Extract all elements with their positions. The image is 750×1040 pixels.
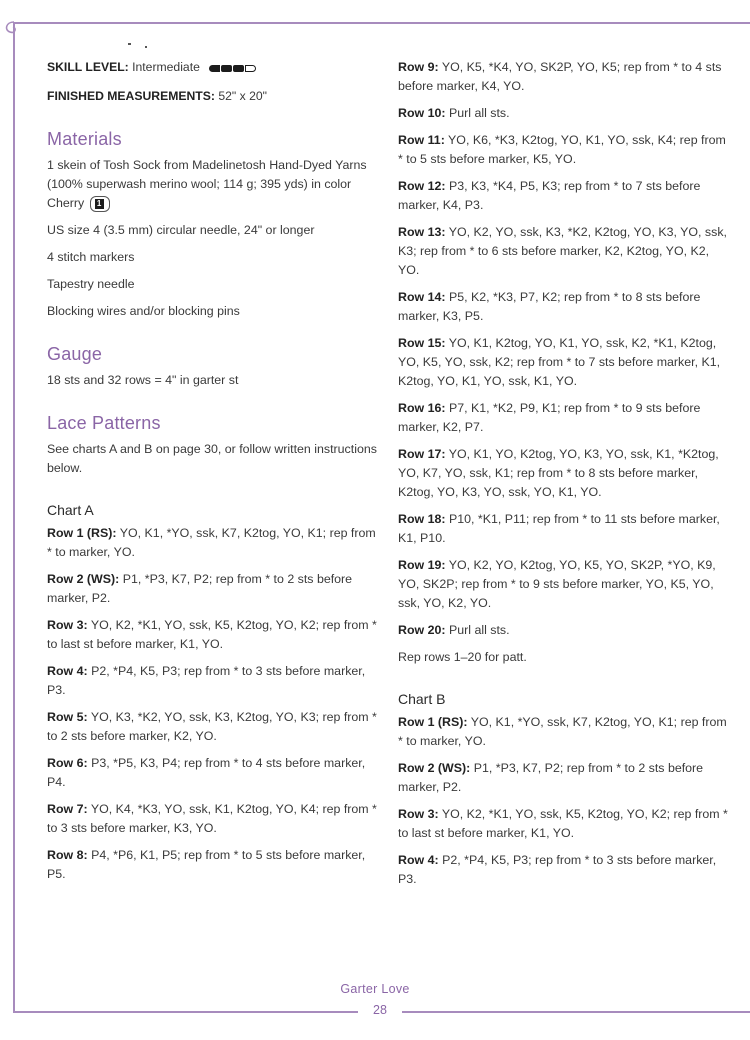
yarn-weight-icon: 1: [90, 196, 110, 212]
level-empty-icon: [245, 65, 256, 72]
skill-level-indicator: [203, 58, 256, 77]
page-number: 28: [373, 1003, 387, 1017]
chart-a-row: Row 6: P3, *P5, K3, P4; rep from * to 4 sts before marker, P4.: [47, 756, 366, 790]
chart-a-row: Row 15: YO, K1, K2tog, YO, K1, YO, ssk, K2, *K1, K2tog, YO, K5, YO, ssk, K2; rep from * to 7 sts before marker, K1, K2tog, YO, K1, YO, ssk, K1, YO.: [398, 336, 721, 388]
materials-item: US size 4 (3.5 mm) circular needle, 24" or longer: [47, 223, 315, 238]
page-frame-left: [13, 22, 15, 1012]
chart-a-row: Row 2 (WS): P1, *P3, K7, P2; rep from * to 2 sts before marker, P2.: [47, 572, 353, 606]
chart-a-row: Row 10: Purl all sts.: [398, 106, 510, 120]
chart-a-row: Row 13: YO, K2, YO, ssk, K3, *K2, K2tog, YO, K3, YO, ssk, K3; rep from * to 6 sts before marker, K2, K2tog, YO, K2, YO.: [398, 225, 727, 277]
chart-b-row: Row 2 (WS): P1, *P3, K7, P2; rep from * to 2 sts before marker, P2.: [398, 761, 704, 794]
level-filled-icon: [209, 65, 220, 72]
level-filled-icon: [233, 65, 244, 72]
chart-a-row: Row 17: YO, K1, YO, K2tog, YO, K3, YO, ssk, K1, *K2tog, YO, K7, YO, ssk, K1; rep from * to 8 sts before marker, K2tog, YO, K3, YO, ssk, YO, K1, YO.: [398, 447, 719, 499]
materials-item: 1 skein of Tosh Sock from Madelinetosh Hand-Dyed Yarns (100% superwash merino wool; 114 g; 395 yds) in color Cherry 1: [47, 158, 367, 211]
footer-title: Garter Love: [340, 982, 410, 996]
footer-rule-right: [402, 1011, 750, 1013]
gauge-heading: Gauge: [47, 344, 103, 365]
level-filled-icon: [221, 65, 232, 72]
gauge-text: 18 sts and 32 rows = 4" in garter st: [47, 373, 239, 388]
skill-level: SKILL LEVEL: Intermediate: [47, 58, 377, 77]
chart-a-row: Row 11: YO, K6, *K3, K2tog, YO, K1, YO, ssk, K4; rep from * to 5 sts before marker, K5, YO.: [398, 133, 726, 166]
chart-a-row: Row 4: P2, *P4, K5, P3; rep from * to 3 sts before marker, P3.: [47, 664, 366, 698]
materials-heading: Materials: [47, 129, 122, 150]
chart-b-heading: Chart B: [398, 691, 446, 707]
chart-a-row: Row 16: P7, K1, *K2, P9, K1; rep from * to 9 sts before marker, K2, P7.: [398, 401, 701, 434]
left-column: [47, 58, 377, 892]
chart-a-row: Row 7: YO, K4, *K3, YO, ssk, K1, K2tog, YO, K4; rep from * to 3 sts before marker, K3, YO.: [47, 802, 377, 836]
chart-a-row: Row 5: YO, K3, *K2, YO, ssk, K3, K2tog, YO, K3; rep from * to 2 sts before marker, K2, YO.: [47, 710, 377, 744]
lace-patterns-heading: Lace Patterns: [47, 413, 161, 434]
chart-a-row: Row 12: P3, K3, *K4, P5, K3; rep from * to 7 sts before marker, K4, P3.: [398, 179, 701, 212]
chart-a-row: Row 19: YO, K2, YO, K2tog, YO, K5, YO, SK2P, *YO, K9, YO, SK2P; rep from * to 9 sts before marker, YO, K5, YO, ssk, YO, K2, YO.: [398, 558, 716, 610]
finished-measurements: FINISHED MEASUREMENTS: 52" x 20": [47, 89, 267, 104]
chart-b-row: Row 4: P2, *P4, K5, P3; rep from * to 3 sts before marker, P3.: [398, 853, 717, 886]
scan-speck: [128, 43, 131, 45]
scan-speck: [145, 46, 147, 48]
chart-a-row: Row 3: YO, K2, *K1, YO, ssk, K5, K2tog, YO, K2; rep from * to last st before marker, K1, YO.: [47, 618, 377, 652]
chart-a-row: Row 8: P4, *P6, K1, P5; rep from * to 5 sts before marker, P5.: [47, 848, 366, 882]
page-frame-top: [13, 22, 750, 24]
materials-item: 4 stitch markers: [47, 250, 135, 265]
chart-a-row: Row 9: YO, K5, *K4, YO, SK2P, YO, K5; rep from * to 4 sts before marker, K4, YO.: [398, 60, 722, 93]
chart-b-row: Row 1 (RS): YO, K1, *YO, ssk, K7, K2tog, YO, K1; rep from * to marker, YO.: [398, 715, 727, 748]
chart-a-row: Row 14: P5, K2, *K3, P7, K2; rep from * to 8 sts before marker, K3, P5.: [398, 290, 701, 323]
right-column: [398, 58, 728, 897]
chart-a-heading: Chart A: [47, 502, 94, 519]
chart-a-row: Row 1 (RS): YO, K1, *YO, ssk, K7, K2tog, YO, K1; rep from * to marker, YO.: [47, 526, 376, 560]
materials-item: Tapestry needle: [47, 277, 135, 292]
frame-curl-ornament: [2, 18, 24, 44]
chart-a-row: Row 18: P10, *K1, P11; rep from * to 11 sts before marker, K1, P10.: [398, 512, 720, 545]
footer-rule-left: [13, 1011, 358, 1013]
lace-patterns-text: See charts A and B on page 30, or follow written instructions below.: [47, 442, 377, 476]
chart-a-row: Row 20: Purl all sts.: [398, 623, 510, 637]
materials-item: Blocking wires and/or blocking pins: [47, 304, 240, 319]
chart-b-row: Row 3: YO, K2, *K1, YO, ssk, K5, K2tog, YO, K2; rep from * to last st before marker, K1, YO.: [398, 807, 728, 840]
chart-a-repeat: Rep rows 1–20 for patt.: [398, 650, 527, 664]
